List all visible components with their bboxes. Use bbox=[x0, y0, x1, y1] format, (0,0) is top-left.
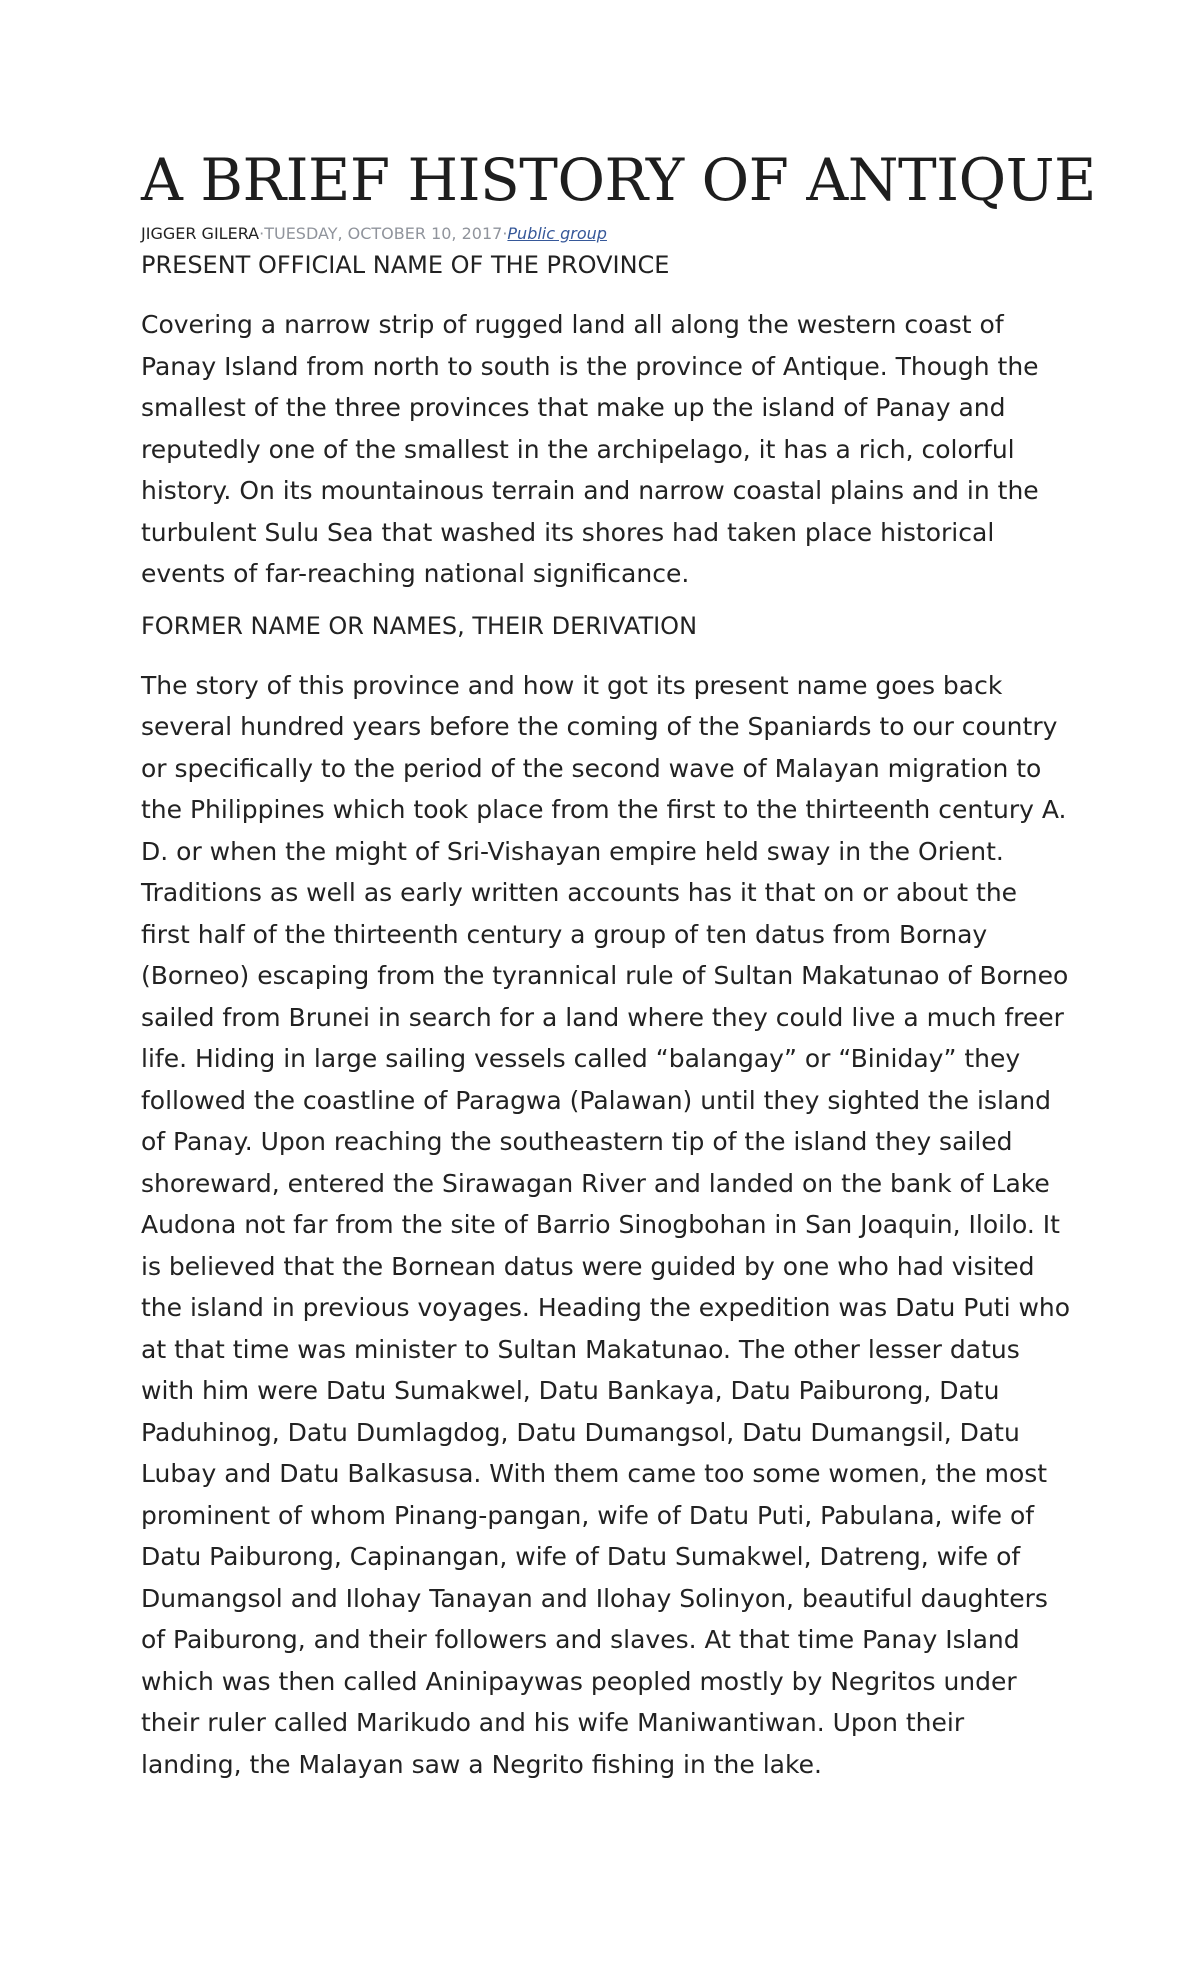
section-heading: FORMER NAME OR NAMES, THEIR DERIVATION bbox=[141, 611, 698, 640]
article bbox=[141, 140, 1096, 1799]
meta-separator: · bbox=[502, 224, 508, 243]
section-heading: PRESENT OFFICIAL NAME OF THE PROVINCE bbox=[141, 251, 670, 279]
section-paragraph: Covering a narrow strip of rugged land all along the western coast of Panay Island from north to south is the province of Antique. Though the smallest of the three provinces that make up the island of Panay and reputedly one of the smallest in the archipelago, it has a rich, colorful history. On its mountainous terrain and narrow coastal plains and in the turbulent Sulu Sea that washed its shores had taken place historical events of far-reaching national significance. bbox=[141, 310, 1039, 588]
meta-separator: · bbox=[259, 224, 265, 243]
section-paragraph: The story of this province and how it got its present name goes back several hundred years before the coming of the Spaniards to our country or specifically to the period of the second wave of Malayan migration to the Philippines which took place from the first to the thirteenth century A. D. or when the might of Sri-Vishayan empire held sway in the Orient. Traditions as well as early written accounts has it that on or about the first half of the thirteenth century a group of ten datus from Bornay (Borneo) escaping from the tyrannical rule of Sultan Makatunao of Borneo sailed from Brunei in search for a land where they could live a much freer life. Hiding in large sailing vessels called “balangay” or “Biniday” they followed the coastline of Paragwa (Palawan) until they sighted the island of Panay. Upon reaching the southeastern tip of the island they sailed shoreward, entered the Sirawagan River and landed on the bank of Lake Audona not far from the site of Barrio Sinogbohan in San Joaquin, Iloilo. It is believed that the Bornean datus were guided by one who had visited the island in previous voyages. Heading the expedition was Datu Puti who at that time was minister to Sultan Makatunao. The other lesser datus with him were Datu Sumakwel, Datu Bankaya, Datu Paiburong, Datu Paduhinog, Datu Dumlagdog, Datu Dumangsol, Datu Dumangsil, Datu Lubay and Datu Balkasusa. With them came too some women, the most prominent of whom Pinang-pangan, wife of Datu Puti, Pabulana, wife of Datu Paiburong, Capinangan, wife of Datu Sumakwel, Datreng, wife of Dumangsol and Ilohay Tanayan and Ilohay Solinyon, beautiful daughters of Paiburong, and their followers and slaves. At that time Panay Island which was then called Aninipaywas peopled mostly by Negritos under their ruler called Marikudo and his wife Maniwantiwan. Upon their landing, the Malayan saw a Negrito fishing in the lake. bbox=[141, 670, 1071, 1779]
article-title: A BRIEF HISTORY OF ANTIQUE bbox=[141, 146, 1096, 214]
article-meta bbox=[141, 222, 1071, 246]
author-name[interactable]: JIGGER GILERA bbox=[141, 224, 260, 243]
public-group-link[interactable]: Public group bbox=[507, 224, 607, 243]
publish-date: TUESDAY, OCTOBER 10, 2017 bbox=[264, 224, 503, 243]
